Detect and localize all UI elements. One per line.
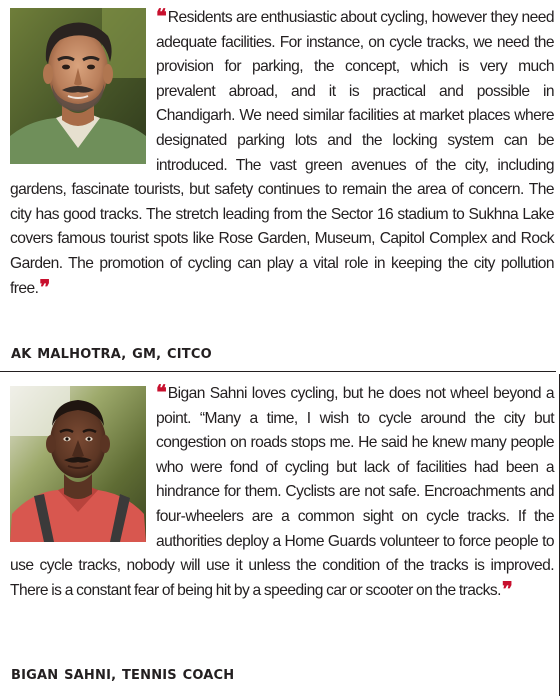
quote-text-block (10, 382, 554, 603)
quote-credit: AK MALHOTRA, GM, CITCO (11, 347, 212, 362)
portrait-photo-icon (10, 8, 146, 164)
open-quote-icon: ❝ (156, 380, 164, 404)
quote-text-block (10, 6, 554, 301)
open-quote-icon: ❝ (156, 4, 164, 28)
quote-credit: BIGAN SAHNI, TENNIS COACH (11, 668, 235, 683)
quote-block-bigan-sahni (0, 376, 556, 696)
close-quote-icon: ❞ (501, 576, 510, 601)
section-divider (0, 371, 556, 372)
quote-body-text: Bigan Sahni loves cycling, but he does not wheel beyond a point. “Many a time, I wish to cycle around the city but congestion on roads stops me. He said he knew many people who were fond of cycling but lack of facilities had been a hindrance for them. Cyclists are not safe. Encroachments and four-wheelers are a common sight on cycle tracks. If the authorities deploy a Home Guards volunteer to force people to use cycle tracks, nobody will use it unless the condition of the tracks is improved. There is a constant fear of being hit by a speeding car or scooter on the tracks. (10, 385, 554, 599)
portrait-photo-icon (10, 386, 146, 542)
quote-body-text: Residents are enthusiastic about cycling, however they need adequate facilities. For instance, on cycle tracks, we need the provision for parking, the concept, which is very much prevalent abroad, and it is practical and possible in Chandigarh. We need similar facilities at market places where designated parking lots and the locking system can be introduced. The vast green avenues of the city, including gardens, fascinate tourists, but safety continues to remain the area of concern. The city has good tracks. The stretch leading from the Sector 16 stadium to Sukhna Lake covers famous tourist spots like Rose Garden, Museum, Capitol Complex and Rock Garden. The promotion of cycling can play a vital role in keeping the city pollution free. (10, 9, 554, 297)
close-quote-icon: ❞ (39, 274, 48, 299)
